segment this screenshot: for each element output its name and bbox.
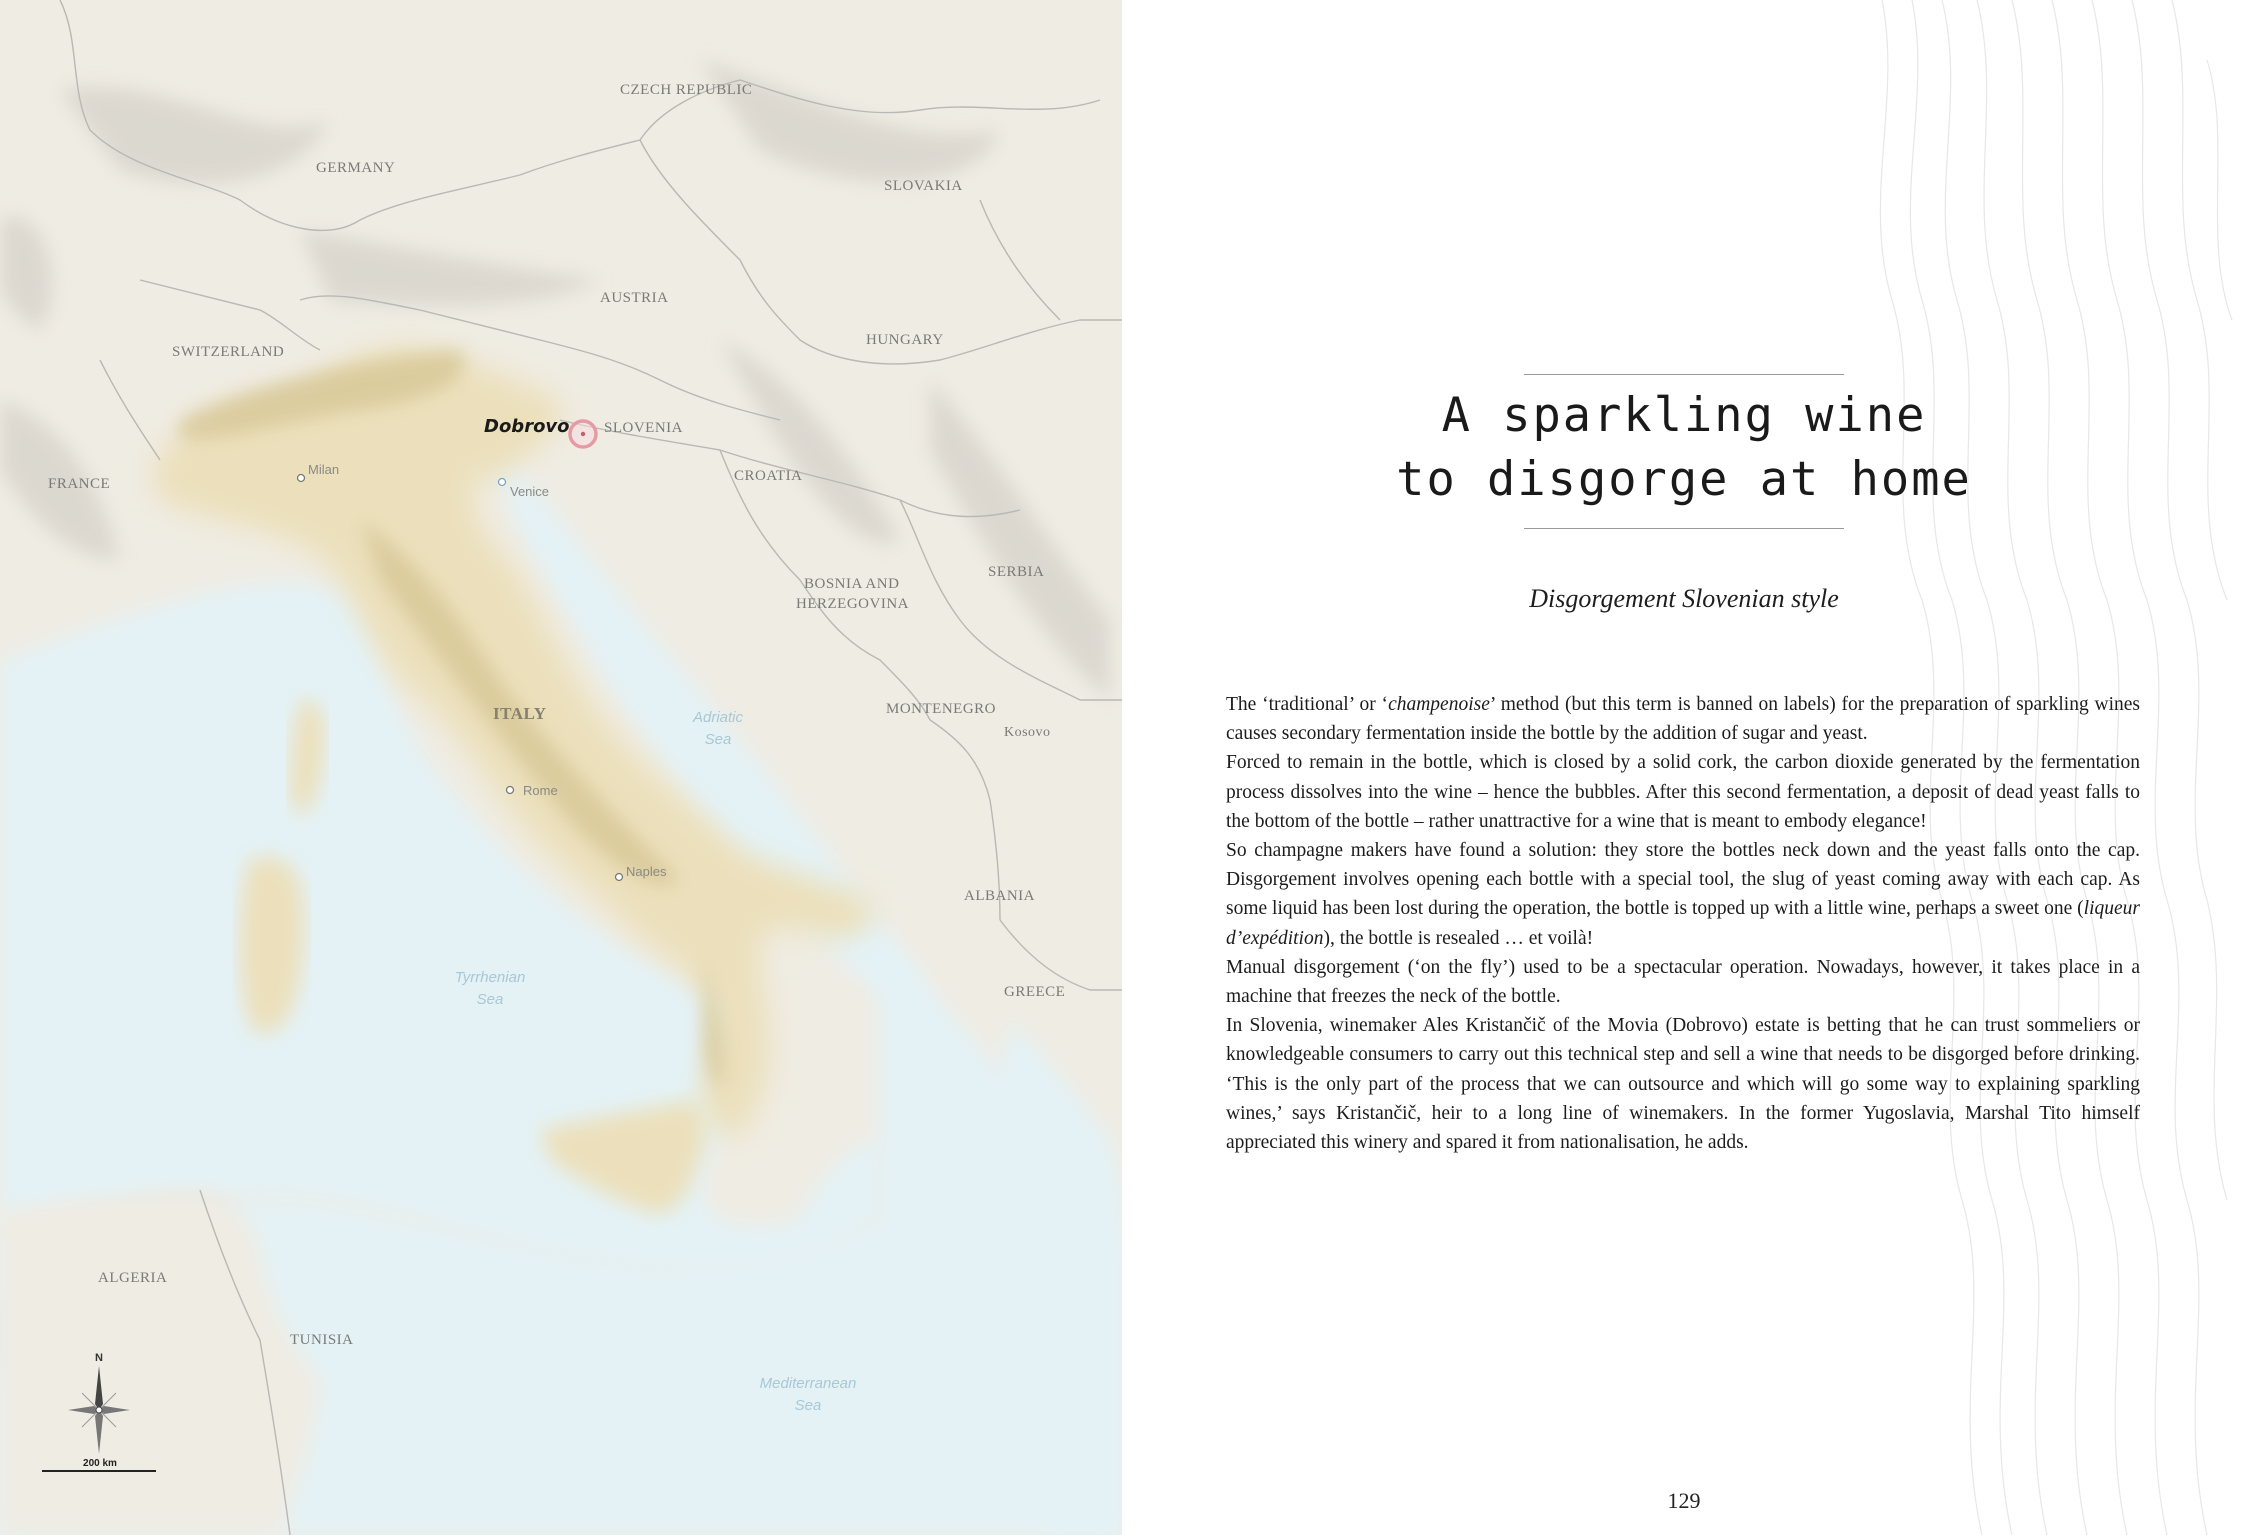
label-mediterranean: Mediterranean	[759, 1375, 857, 1392]
scale-label: 200 km	[83, 1458, 117, 1469]
city-dot-milan	[298, 475, 305, 482]
label-kosovo: Kosovo	[1004, 725, 1051, 740]
label-rome: Rome	[523, 783, 558, 798]
article-title	[1384, 384, 1984, 512]
label-greece: GREECE	[1004, 984, 1066, 1000]
label-czech-republic: CZECH REPUBLIC	[620, 82, 753, 98]
city-dot-naples	[616, 874, 623, 881]
label-tunisia: TUNISIA	[290, 1332, 354, 1348]
label-adriatic: Adriatic	[692, 709, 744, 726]
label-slovenia: SLOVENIA	[604, 420, 683, 436]
label-serbia: SERBIA	[988, 564, 1045, 580]
label-france: FRANCE	[48, 476, 111, 492]
city-dot-venice	[499, 479, 506, 486]
label-adriatic-sea: Sea	[704, 731, 732, 748]
paragraph-3: So champagne makers have found a solution: they store the bottles neck down and the yeast falls onto the cap. Disgorgement involves opening each bottle with a special tool, the slug of yeast coming away with each cap. As some liquid has been lost during the operation, the bottle is topped up with a little wine, perhaps a sweet one (liqueur d’expédition), the bottle is resealed … et voilà!	[1226, 840, 2140, 949]
label-bosnia: BOSNIA AND	[804, 576, 900, 592]
label-mediterranean-sea: Sea	[794, 1397, 822, 1414]
title-line-2: to disgorge at home	[1396, 452, 1972, 507]
label-tyrrhenian: Tyrrhenian	[454, 969, 526, 986]
city-dot-rome	[507, 787, 514, 794]
label-italy: ITALY	[493, 704, 547, 723]
label-naples: Naples	[626, 864, 667, 879]
label-venice: Venice	[510, 484, 550, 499]
page-number: 129	[1667, 1488, 1701, 1513]
title-rule-top	[1524, 374, 1844, 375]
paragraph-2: Forced to remain in the bottle, which is closed by a solid cork, the carbon dioxide generated by the fermentation process dissolves into the wine – hence the bubbles. After this second fermentation, a deposit of dead yeast falls to the bottom of the bottle – rather unattractive for a wine that is meant to embody elegance!	[1226, 752, 2140, 832]
label-algeria: ALGERIA	[98, 1270, 168, 1286]
article-subtitle: Disgorgement Slovenian style	[1529, 584, 1839, 613]
title-rule-bottom	[1524, 528, 1844, 529]
label-austria: AUSTRIA	[600, 290, 669, 306]
paragraph-1: The ‘traditional’ or ‘champenoise’ method (but this term is banned on labels) for the preparation of sparkling wines causes secondary fermentation inside the bottle by the addition of sugar and yeast.	[1226, 694, 2140, 745]
label-croatia: CROATIA	[734, 468, 803, 484]
paragraph-5: In Slovenia, winemaker Ales Kristančič of the Movia (Dobrovo) estate is betting that he can trust sommeliers or knowledgeable consumers to carry out this technical step and sell a wine that needs to be disgorged before drinking. ‘This is the only part of the process that we can outsource and which will go some way to explaining sparkling wines,’ says Kristančič, heir to a long line of winemakers. In the former Yugoslavia, Marshal Tito himself appreciated this winery and spared it from nationalisation, he adds.	[1226, 1015, 2140, 1154]
label-switzerland: SWITZERLAND	[172, 344, 285, 360]
paragraph-4: Manual disgorgement (‘on the fly’) used to be a spectacular operation. Nowadays, however, it takes place in a machine that freezes the neck of the bottle.	[1226, 956, 2140, 1008]
label-germany: GERMANY	[316, 160, 396, 176]
label-slovakia: SLOVAKIA	[884, 178, 963, 194]
label-montenegro: MONTENEGRO	[886, 701, 996, 717]
label-herzegovina: HERZEGOVINA	[796, 596, 909, 612]
text-page	[1122, 0, 2244, 1535]
label-hungary: HUNGARY	[866, 332, 944, 348]
compass-north-label: N	[95, 1352, 103, 1364]
label-dobrovo: Dobrovo	[484, 416, 570, 437]
article-body	[1226, 690, 2140, 1157]
label-albania: ALBANIA	[964, 888, 1035, 904]
title-line-1: A sparkling wine	[1441, 388, 1927, 443]
label-milan: Milan	[308, 462, 340, 477]
label-tyrrhenian-sea: Sea	[476, 991, 504, 1008]
